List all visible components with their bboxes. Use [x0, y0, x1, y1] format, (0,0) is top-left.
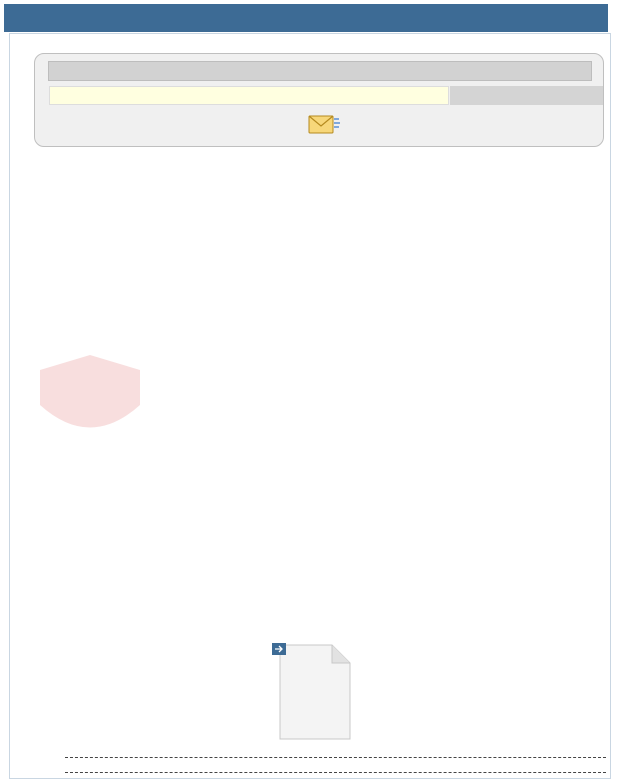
contact-header: [48, 61, 592, 81]
contact-panel: [34, 53, 604, 147]
files-table-header: [65, 757, 606, 773]
page-title-bar: [4, 4, 608, 32]
contact-value: [49, 86, 449, 105]
no-picture-image: [272, 643, 352, 741]
contact-label: [450, 86, 603, 105]
envelope-icon[interactable]: [307, 111, 341, 137]
